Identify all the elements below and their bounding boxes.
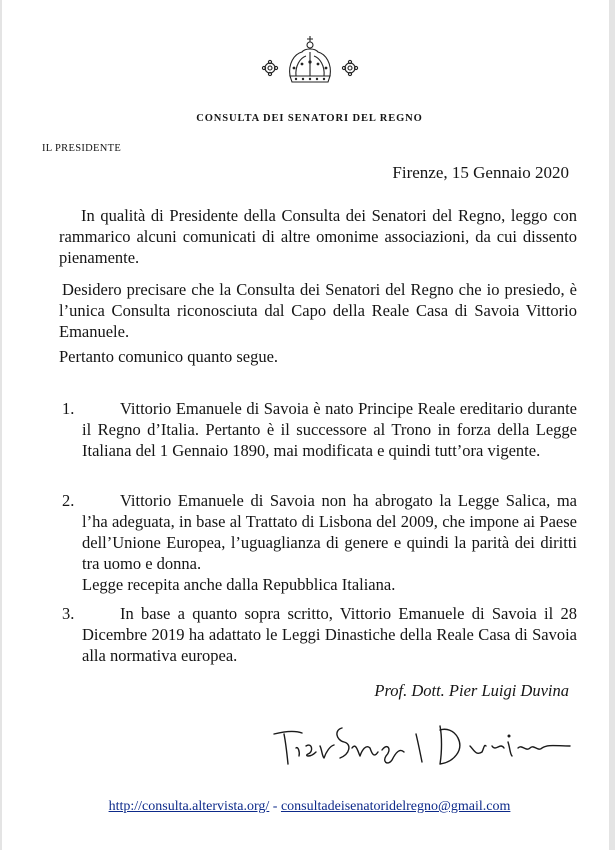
list-item-text: In base a quanto sopra scritto, Vittorio Emanuele di Savoia il 28 Dicembre 2019 ha adattato le Leggi Dinastiche della Reale Casa di Savoia alla normativa europea. [82, 604, 577, 665]
list-item-number: 1. [62, 399, 75, 418]
list-item-extra: Legge recepita anche dalla Repubblica Italiana. [82, 575, 396, 594]
announcement-paragraph: Pertanto comunico quanto segue. [59, 347, 279, 366]
list-item [62, 603, 577, 666]
website-link[interactable]: http://consulta.altervista.org/ [108, 799, 270, 814]
list-item [62, 490, 577, 595]
list-item-number: 2. [62, 491, 75, 510]
list-item-text: Vittorio Emanuele di Savoia è nato Principe Reale ereditario durante il Regno d’Italia. Pertanto è il successore al Trono in forza della Legge Italiana del 1 Gennaio 1890, mai modificata e quindi tutt’ora vigente. [82, 399, 577, 460]
signatory-name: Prof. Dott. Pier Luigi Duvina [374, 681, 569, 700]
handwritten-signature [270, 712, 575, 772]
list-item-text: Vittorio Emanuele di Savoia non ha abrogato la Legge Salica, ma l’ha adeguata, in base al Trattato di Lisbona del 2009, che impone ai Paese dell’Unione Europea, l’uguaglianza di genere e quindi la parità dei diritti tra uomo e donna. [82, 491, 577, 573]
list-item [62, 398, 577, 461]
clarification-paragraph: Desidero precisare che la Consulta dei Senatori del Regno che io presiedo, è l’unica Consulta riconosciuta dal Capo della Reale Casa di Savoia Vittorio Emanuele. [59, 280, 577, 341]
president-title: IL PRESIDENTE [42, 143, 122, 154]
dateline: Firenze, 15 Gennaio 2020 [392, 163, 569, 182]
letter-page [2, 0, 609, 850]
list-item-number: 3. [62, 604, 75, 623]
royal-crown-emblem [260, 34, 360, 90]
email-link[interactable]: consultadeisenatoridelregno@gmail.com [280, 799, 511, 814]
intro-paragraph: In qualità di Presidente della Consulta dei Senatori del Regno, leggo con rammarico alcuni comunicati di altre omonime associazioni, da cui dissento pienamente. [59, 206, 577, 267]
footer-separator: - [269, 799, 281, 814]
institution-name: CONSULTA DEI SENATORI DEL REGNO [196, 113, 423, 124]
footer-contacts [2, 799, 609, 815]
